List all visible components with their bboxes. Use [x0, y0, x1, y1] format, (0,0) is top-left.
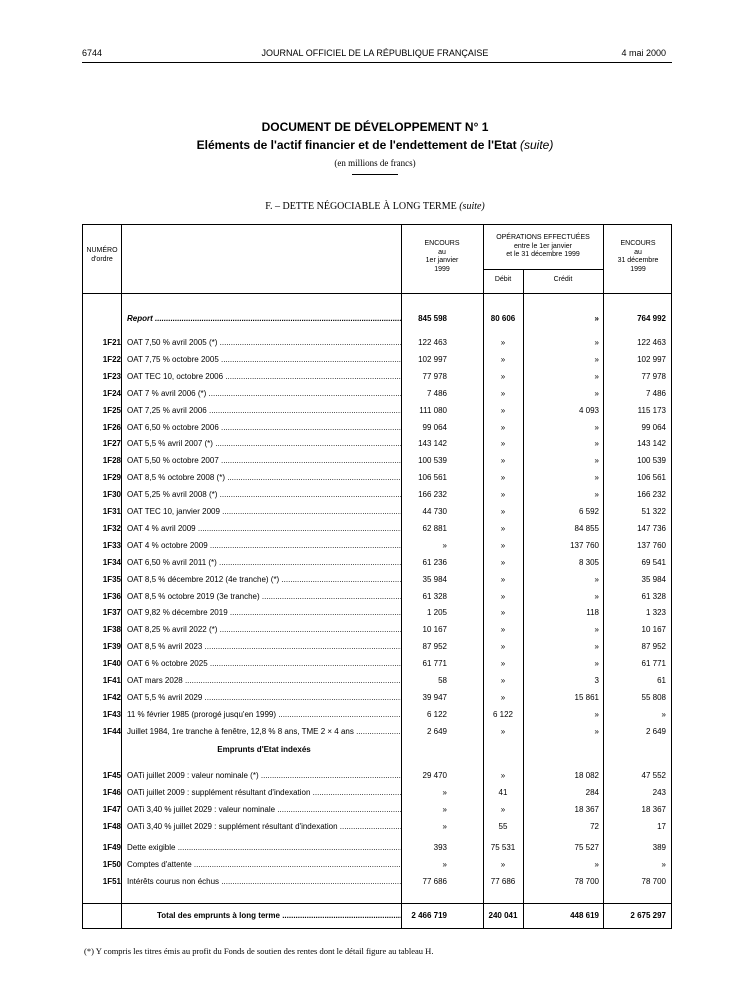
- row-credit: »: [594, 659, 599, 669]
- row-credit: »: [594, 860, 599, 869]
- row-encours-start: 61 328: [422, 591, 447, 601]
- table-row: [83, 370, 671, 386]
- row-label: Intérêts courus non échus .....: [127, 877, 401, 887]
- row-encours-start: 102 997: [418, 354, 447, 364]
- row-label: OATi 3,40 % juillet 2029 : valeur nominale .....: [127, 805, 401, 815]
- row-debit: 75 531: [490, 843, 516, 852]
- row-encours-end: 61 771: [641, 659, 666, 669]
- row-code: 1F41: [102, 676, 121, 685]
- table-row: [83, 556, 671, 572]
- table-row: [83, 640, 671, 656]
- row-credit: »: [594, 338, 599, 347]
- row-label: OAT 5,5 % avril 2007 (*) .....: [127, 439, 401, 449]
- table-row: [83, 421, 671, 437]
- row-label: OAT 7,50 % avril 2005 (*) .....: [127, 338, 401, 348]
- row-code: 1F31: [102, 507, 121, 516]
- header-text: au: [438, 248, 446, 256]
- row-label: OAT 8,25 % avril 2022 (*) .....: [127, 625, 401, 635]
- row-encours-end: 137 760: [637, 540, 666, 550]
- row-encours-end: 17: [657, 822, 666, 831]
- journal-title: JOURNAL OFFICIEL DE LA RÉPUBLIQUE FRANÇAISE: [261, 48, 489, 58]
- row-debit: »: [500, 676, 506, 685]
- table-row: [83, 606, 671, 622]
- row-code: 1F38: [102, 625, 121, 635]
- row-credit: 118: [586, 608, 599, 618]
- row-encours-end: 99 064: [641, 422, 666, 432]
- row-code: 1F50: [102, 860, 121, 869]
- row-label: OAT 9,82 % décembre 2019 .....: [127, 608, 401, 618]
- row-debit: »: [500, 771, 506, 780]
- table-row: [83, 488, 671, 504]
- row-encours-start: 122 463: [418, 338, 447, 347]
- table-row: [83, 437, 671, 453]
- row-label: 11 % février 1985 (prorogé jusqu'en 1999) .....: [127, 710, 401, 720]
- row-encours-end: 35 984: [641, 574, 666, 584]
- row-debit: 77 686: [490, 877, 516, 886]
- header-text: ENCOURS: [620, 240, 656, 247]
- row-code: 1F34: [102, 557, 121, 567]
- row-encours-start: 77 978: [422, 371, 447, 381]
- row-encours-start: 166 232: [418, 490, 447, 500]
- row-encours-end: 7 486: [645, 388, 666, 398]
- table-row: [83, 708, 671, 724]
- row-debit: »: [500, 860, 506, 869]
- row-encours-end: 143 142: [637, 439, 666, 449]
- row-label: OATi 3,40 % juillet 2029 : supplément résultant d'indexation .....: [127, 822, 401, 832]
- row-encours-start: 7 486: [426, 388, 447, 398]
- row-code: 1F25: [102, 405, 121, 415]
- table-row: [83, 769, 671, 785]
- report-row: [83, 312, 671, 328]
- row-debit: »: [500, 659, 506, 669]
- row-encours-end: 51 322: [641, 507, 666, 516]
- row-code: 1F28: [102, 456, 121, 466]
- row-label: OAT 7 % avril 2006 (*) .....: [127, 389, 401, 399]
- row-label: Dette exigible .....: [127, 843, 401, 853]
- header-text: 1er janvier: [425, 257, 459, 264]
- row-credit: »: [594, 439, 599, 449]
- row-encours-start: 106 561: [418, 473, 447, 483]
- row-debit: »: [500, 557, 506, 567]
- row-encours-end: 115 173: [637, 405, 666, 415]
- row-code: 1F23: [102, 371, 121, 381]
- page-number: 6744: [82, 48, 103, 58]
- header-text: OPÉRATIONS EFFECTUÉES: [496, 234, 590, 241]
- table-row: [83, 691, 671, 707]
- row-encours-start: 62 881: [422, 523, 447, 533]
- row-label: OAT 8,5 % avril 2023 .....: [127, 642, 401, 652]
- table-row: [83, 404, 671, 420]
- row-debit: »: [500, 591, 506, 601]
- document-title: DOCUMENT DE DÉVELOPPEMENT N° 1: [261, 120, 489, 134]
- subtitle-suffix: (suite): [519, 138, 554, 152]
- row-encours-start: 44 730: [422, 507, 447, 516]
- row-debit: »: [500, 354, 506, 364]
- header-rule: [82, 62, 672, 63]
- row-debit: »: [500, 805, 506, 814]
- row-encours-start: 61 236: [422, 557, 447, 567]
- row-label: OAT 8,5 % décembre 2012 (4e tranche) (*) .....: [127, 575, 401, 585]
- row-debit: »: [500, 540, 506, 550]
- header-numero-label: NUMÉRO: [86, 247, 118, 254]
- row-label: Comptes d'attente .....: [127, 860, 401, 870]
- row-debit: »: [500, 338, 506, 347]
- row-label: OAT 4 % octobre 2009 .....: [127, 541, 401, 551]
- row-encours-start: 393: [433, 843, 447, 852]
- row-label: OAT 6 % octobre 2025 .....: [127, 659, 401, 669]
- row-debit: »: [500, 726, 506, 736]
- row-code: 1F22: [102, 354, 121, 364]
- row-debit: »: [500, 405, 506, 415]
- table-row: [83, 454, 671, 470]
- row-label: Juillet 1984, 1re tranche à fenêtre, 12,8 % 8 ans, TME 2 × 4 ans .....: [127, 727, 401, 737]
- row-credit: »: [594, 456, 599, 466]
- row-encours-start: »: [442, 860, 447, 869]
- footnote: (*) Y compris les titres émis au profit du Fonds de soutien des rentes dont le détail figure au tableau H.: [84, 946, 434, 956]
- row-encours-end: 102 997: [637, 354, 666, 364]
- row-credit: 3: [594, 676, 599, 685]
- subtitle-text: Eléments de l'actif financier et de l'endettement de l'Etat: [196, 138, 517, 152]
- row-encours-start: 29 470: [422, 771, 447, 780]
- row-code: 1F32: [102, 523, 121, 533]
- row-encours-end: 106 561: [637, 473, 666, 483]
- row-code: 1F48: [102, 822, 121, 831]
- table-row: [83, 841, 671, 857]
- row-encours-start: 35 984: [422, 574, 447, 584]
- row-encours-start: 99 064: [422, 422, 447, 432]
- row-label: OAT 6,50 % octobre 2006 .....: [127, 423, 401, 433]
- header-numero: [83, 247, 121, 264]
- header-text: 1999: [434, 265, 450, 273]
- row-encours-end: 55 808: [641, 692, 666, 702]
- row-encours-start: 6 122: [426, 709, 447, 719]
- row-credit: 284: [585, 788, 599, 797]
- table-row: [83, 803, 671, 819]
- row-code: 1F43: [102, 709, 121, 719]
- total-label: Total des emprunts à long terme .....: [127, 911, 401, 921]
- header-text: entre le 1er janvier: [514, 242, 572, 250]
- row-code: 1F47: [102, 805, 121, 814]
- row-code: 1F37: [102, 608, 121, 618]
- row-encours-end: »: [661, 860, 666, 869]
- section-suffix: (suite): [459, 201, 485, 212]
- row-encours-end: 10 167: [641, 625, 666, 635]
- row-encours-end: 100 539: [637, 456, 666, 466]
- table-row: [83, 820, 671, 836]
- row-encours-end: 243: [652, 788, 666, 797]
- row-code: 1F30: [102, 490, 121, 500]
- row-code: 1F51: [102, 877, 121, 886]
- table-row: [83, 522, 671, 538]
- report-credit: »: [594, 314, 599, 323]
- row-encours-end: 122 463: [637, 338, 666, 347]
- header-text: ENCOURS: [424, 240, 460, 247]
- row-code: 1F27: [102, 439, 121, 449]
- total-encours-end: 2 675 297: [630, 911, 666, 920]
- title-rule: [352, 174, 398, 175]
- row-encours-start: 2 649: [426, 726, 447, 736]
- row-encours-start: 39 947: [422, 692, 447, 702]
- row-credit: »: [594, 422, 599, 432]
- row-code: 1F45: [102, 771, 121, 780]
- header-bottom-rule: [83, 293, 671, 294]
- row-encours-end: 2 649: [645, 726, 666, 736]
- row-encours-end: 87 952: [641, 642, 666, 652]
- row-encours-end: 389: [652, 843, 666, 852]
- table-row: [83, 623, 671, 639]
- row-code: 1F40: [102, 659, 121, 669]
- table-row: [83, 471, 671, 487]
- row-credit: »: [594, 591, 599, 601]
- row-encours-start: 10 167: [422, 625, 447, 635]
- row-encours-end: 69 541: [641, 557, 666, 567]
- row-encours-start: »: [442, 805, 447, 814]
- row-encours-start: 1 205: [426, 608, 447, 618]
- row-label: OAT 7,75 % octobre 2005 .....: [127, 355, 401, 365]
- row-code: 1F33: [102, 540, 121, 550]
- row-debit: »: [500, 456, 506, 466]
- issue-date: 4 mai 2000: [621, 48, 666, 58]
- table-row: [83, 674, 671, 690]
- report-encours-end: 764 992: [637, 314, 666, 323]
- row-debit: »: [500, 490, 506, 500]
- header-encours-start: [401, 240, 483, 274]
- header-text: 31 décembre: [617, 257, 659, 264]
- row-credit: 6 592: [578, 507, 599, 516]
- total-top-rule: [83, 903, 671, 904]
- row-credit: »: [594, 473, 599, 483]
- row-credit: 72: [590, 822, 599, 831]
- row-debit: »: [500, 371, 506, 381]
- row-encours-start: 143 142: [418, 439, 447, 449]
- row-encours-end: 47 552: [641, 771, 666, 780]
- row-encours-start: »: [442, 540, 447, 550]
- row-credit: 18 367: [574, 805, 599, 814]
- section-heading: [0, 201, 750, 212]
- row-credit: 75 527: [574, 843, 599, 852]
- row-debit: 55: [498, 822, 508, 831]
- row-debit: »: [500, 574, 506, 584]
- row-encours-end: 147 736: [637, 523, 666, 533]
- row-code: 1F26: [102, 422, 121, 432]
- row-debit: »: [500, 422, 506, 432]
- table-row: [83, 539, 671, 555]
- row-encours-start: 58: [438, 676, 447, 685]
- table-row: [83, 505, 671, 521]
- row-debit: »: [500, 388, 506, 398]
- row-encours-end: 61 328: [641, 591, 666, 601]
- row-code: 1F46: [102, 788, 121, 797]
- row-label: OAT TEC 10, janvier 2009 .....: [127, 507, 401, 517]
- table-row: [83, 858, 671, 874]
- header-text: 1999: [630, 265, 646, 273]
- row-debit: »: [500, 692, 506, 702]
- header-text: au: [634, 248, 642, 256]
- header-credit: Crédit: [553, 276, 573, 283]
- header-ordre-label: d'ordre: [91, 255, 113, 263]
- table-row: [83, 573, 671, 589]
- row-label: OATi juillet 2009 : supplément résultant d'indexation .....: [127, 788, 401, 798]
- row-code: 1F39: [102, 642, 121, 652]
- report-label: Report .....: [127, 314, 401, 324]
- row-credit: »: [594, 625, 599, 635]
- row-code: 1F36: [102, 591, 121, 601]
- row-label: OAT TEC 10, octobre 2006 .....: [127, 372, 401, 382]
- indexed-heading: Emprunts d'Etat indexés: [217, 745, 311, 754]
- row-code: 1F42: [102, 692, 121, 702]
- row-encours-start: 77 686: [422, 877, 447, 886]
- header-text: et le 31 décembre 1999: [506, 251, 580, 258]
- row-encours-start: 100 539: [418, 456, 447, 466]
- total-debit: 240 041: [488, 911, 518, 920]
- table-row: [83, 590, 671, 606]
- row-credit: »: [594, 574, 599, 584]
- table-row: [83, 657, 671, 673]
- header-operations: [483, 234, 603, 260]
- header-encours-end: [603, 240, 673, 274]
- debt-table: [82, 224, 672, 929]
- row-credit: »: [594, 371, 599, 381]
- row-encours-start: »: [442, 788, 447, 797]
- table-row: [83, 875, 671, 891]
- row-credit: 137 760: [570, 540, 599, 550]
- row-credit: »: [594, 726, 599, 736]
- row-credit: »: [594, 709, 599, 719]
- table-row: [83, 353, 671, 369]
- row-encours-end: 61: [657, 676, 666, 685]
- header-debit: Débit: [494, 276, 512, 283]
- row-credit: »: [594, 354, 599, 364]
- row-encours-end: »: [661, 709, 666, 719]
- row-label: OAT 6,50 % avril 2011 (*) .....: [127, 558, 401, 568]
- row-encours-end: 77 978: [641, 371, 666, 381]
- row-code: 1F24: [102, 388, 121, 398]
- document-subtitle: [0, 138, 750, 152]
- row-debit: »: [500, 439, 506, 449]
- row-encours-start: 87 952: [422, 642, 447, 652]
- row-label: OAT 7,25 % avril 2006 .....: [127, 406, 401, 416]
- row-debit: »: [500, 608, 506, 618]
- row-encours-end: 1 323: [645, 608, 666, 618]
- section-text: F. – DETTE NÉGOCIABLE À LONG TERME: [265, 201, 457, 212]
- row-label: OATi juillet 2009 : valeur nominale (*) .....: [127, 771, 401, 781]
- row-code: 1F29: [102, 473, 121, 483]
- row-encours-start: 111 080: [419, 405, 447, 415]
- row-code: 1F44: [102, 726, 121, 736]
- row-credit: 84 855: [574, 523, 599, 533]
- row-label: OAT mars 2028 .....: [127, 676, 401, 686]
- row-debit: 41: [498, 788, 508, 797]
- row-code: 1F21: [102, 338, 121, 347]
- row-label: OAT 8,5 % octobre 2008 (*) .....: [127, 473, 401, 483]
- row-debit: »: [500, 642, 506, 652]
- indexed-heading-row: [83, 743, 671, 759]
- row-credit: 8 305: [578, 557, 599, 567]
- total-encours-start: 2 466 719: [411, 911, 447, 920]
- row-encours-start: »: [442, 822, 447, 831]
- row-label: OAT 5,50 % octobre 2007 .....: [127, 456, 401, 466]
- row-credit: 78 700: [574, 877, 599, 886]
- total-credit: 448 619: [570, 911, 599, 920]
- row-encours-end: 78 700: [641, 877, 666, 886]
- row-label: OAT 8,5 % octobre 2019 (3e tranche) .....: [127, 592, 401, 602]
- row-encours-end: 18 367: [641, 805, 666, 814]
- report-debit: 80 606: [490, 314, 516, 323]
- row-debit: »: [500, 523, 506, 533]
- row-credit: »: [594, 642, 599, 652]
- row-debit: »: [500, 625, 506, 635]
- row-code: 1F35: [102, 574, 121, 584]
- table-row: [83, 725, 671, 741]
- row-debit: »: [500, 473, 506, 483]
- table-row: [83, 786, 671, 802]
- total-row: [83, 909, 671, 925]
- row-encours-start: 61 771: [422, 659, 447, 669]
- ops-subheader-rule: [483, 269, 603, 270]
- row-label: OAT 5,5 % avril 2029 .....: [127, 693, 401, 703]
- row-credit: 15 861: [574, 692, 599, 702]
- row-credit: »: [594, 490, 599, 500]
- report-encours-start: 845 598: [418, 314, 447, 323]
- row-debit: »: [500, 507, 506, 516]
- row-debit: 6 122: [492, 709, 514, 719]
- row-code: 1F49: [102, 843, 121, 852]
- row-label: OAT 5,25 % avril 2008 (*) .....: [127, 490, 401, 500]
- row-label: OAT 4 % avril 2009 .....: [127, 524, 401, 534]
- row-credit: 4 093: [578, 405, 599, 415]
- table-row: [83, 336, 671, 352]
- row-credit: »: [594, 388, 599, 398]
- row-credit: 18 082: [574, 771, 599, 780]
- unit-note: (en millions de francs): [334, 158, 416, 168]
- row-encours-end: 166 232: [637, 490, 666, 500]
- table-row: [83, 387, 671, 403]
